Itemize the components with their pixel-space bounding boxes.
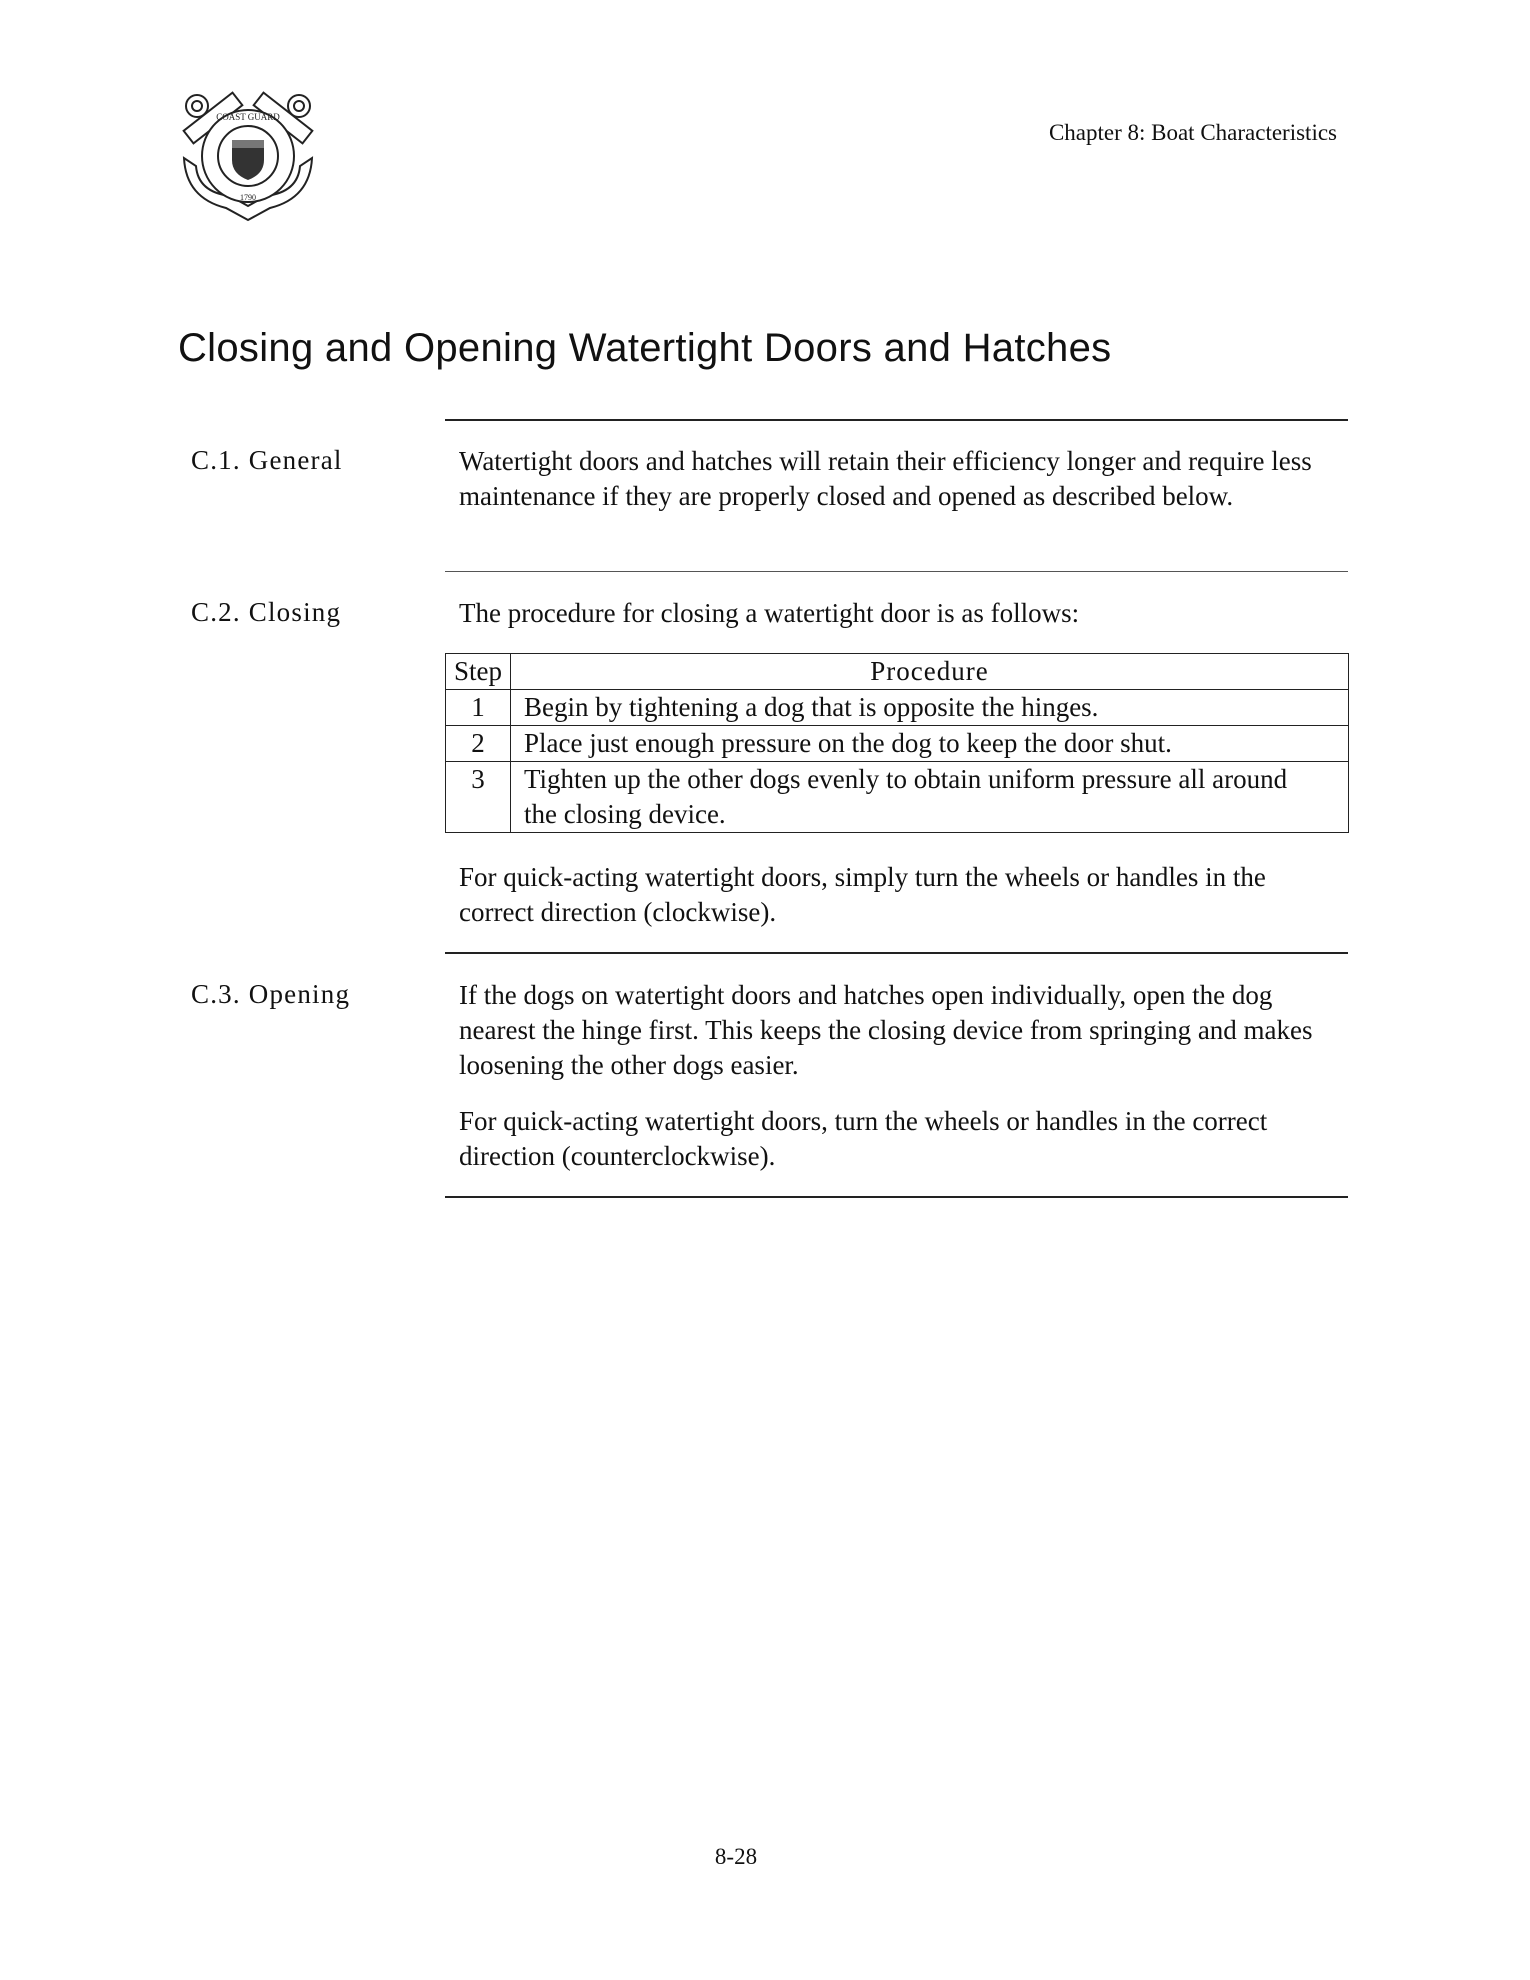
section-divider [445, 419, 1348, 421]
table-row [446, 762, 1349, 833]
section-divider [445, 571, 1348, 572]
paragraph: For quick-acting watertight doors, simply turn the wheels or handles in the correct direction (clockwise). [459, 862, 1266, 927]
coast-guard-seal-logo [176, 88, 320, 224]
paragraph: Watertight doors and hatches will retain their efficiency longer and require less maintenance if they are properly closed and opened as described below. [459, 446, 1312, 511]
step-number: 3 [446, 762, 511, 833]
step-procedure: Place just enough pressure on the dog to keep the door shut. [511, 726, 1349, 762]
section-label-opening: C.3. Opening [191, 979, 351, 1009]
table-row [446, 726, 1349, 762]
paragraph: If the dogs on watertight doors and hatches open individually, open the dog nearest the hinge first. This keeps the closing device from springing and makes loosening the other dogs easier. [459, 980, 1313, 1080]
section-label-closing: C.2. Closing [191, 597, 342, 627]
step-number: 2 [446, 726, 511, 762]
column-header-procedure: Procedure [511, 654, 1349, 690]
step-number: 1 [446, 690, 511, 726]
paragraph: The procedure for closing a watertight door is as follows: [459, 598, 1080, 628]
svg-text:COAST GUARD: COAST GUARD [216, 112, 280, 122]
page-number: 8-28 [714, 1844, 758, 1869]
closing-procedure-table [445, 653, 1349, 833]
closing-after [459, 860, 1339, 930]
section-divider [445, 952, 1348, 954]
section-label-general: C.1. General [191, 445, 343, 475]
section-body-general [459, 444, 1339, 514]
table-header-row [446, 654, 1349, 690]
table-row [446, 690, 1349, 726]
page-title: Closing and Opening Watertight Doors and Hatches [178, 326, 1112, 370]
step-procedure: Begin by tightening a dog that is opposite the hinges. [511, 690, 1349, 726]
svg-text:1790: 1790 [240, 193, 256, 202]
step-procedure: Tighten up the other dogs evenly to obtain uniform pressure all around the closing device. [511, 762, 1349, 833]
paragraph: For quick-acting watertight doors, turn the wheels or handles in the correct direction (counterclockwise). [459, 1106, 1268, 1171]
chapter-header: Chapter 8: Boat Characteristics [1048, 120, 1337, 145]
column-header-step: Step [446, 654, 511, 690]
section-body-opening [459, 978, 1339, 1174]
section-divider [445, 1196, 1348, 1198]
closing-intro [459, 596, 1339, 631]
